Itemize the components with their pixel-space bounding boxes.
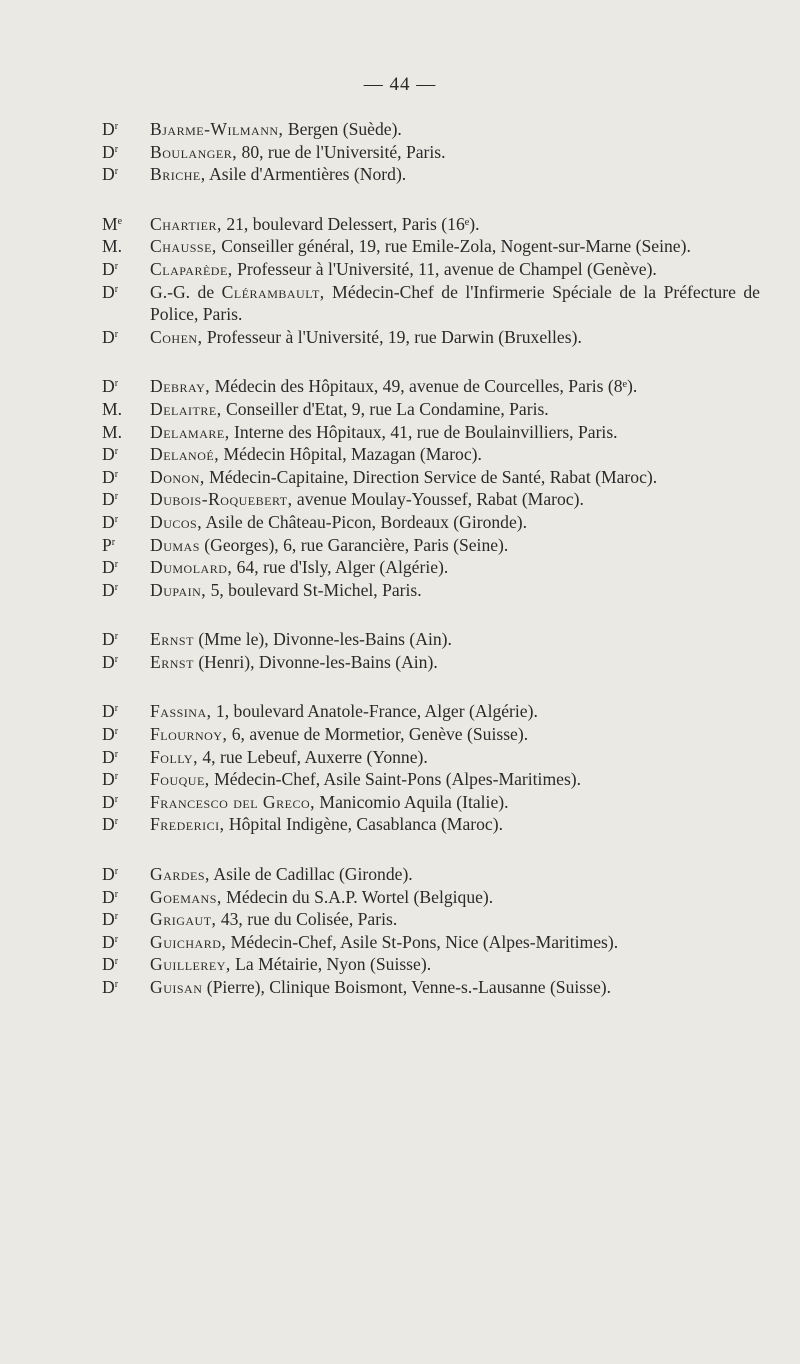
honorific-superscript: r — [114, 468, 119, 480]
list-entry — [102, 976, 760, 999]
member-name: Claparède, — [150, 258, 233, 279]
honorific — [102, 976, 148, 999]
page-number: — 44 — — [363, 74, 437, 95]
honorific-superscript: r — [114, 979, 119, 990]
member-details: Asile de Château-Picon, Bordeaux (Gironde). — [202, 511, 528, 532]
member-details: Interne des Hôpitaux, 41, rue de Boulainvilliers, Paris. — [229, 421, 618, 442]
honorific-letter: D — [102, 119, 115, 139]
honorific — [102, 768, 148, 791]
member-details: 6, avenue de Mormetior, Genève (Suisse). — [227, 724, 529, 745]
honorific-superscript: r — [114, 631, 119, 643]
honorific-letter: D — [102, 466, 115, 487]
honorific — [102, 723, 148, 746]
member-name: Francesco del Greco, — [150, 791, 316, 812]
honorific-superscript: r — [114, 559, 119, 571]
member-name: Clérambault, — [221, 281, 325, 302]
honorific-superscript: r — [114, 956, 119, 968]
honorific — [102, 398, 148, 421]
entry-group — [102, 863, 760, 999]
member-name: Ernst — [150, 629, 194, 650]
member-details: Médecin-Chef, Asile Saint-Pons (Alpes-Maritimes). — [209, 769, 582, 790]
member-name: Grigaut, — [150, 909, 217, 930]
honorific-superscript: r — [114, 703, 119, 715]
honorific — [102, 326, 148, 349]
honorific-superscript: e — [117, 215, 123, 227]
honorific — [102, 556, 148, 579]
member-details: 80, rue de l'Université, Paris. — [237, 141, 446, 162]
honorific-superscript: r — [114, 513, 119, 525]
entry-group — [102, 375, 760, 601]
honorific — [102, 534, 148, 557]
member-details: (Georges), 6, rue Garancière, Paris (Seine). — [199, 534, 509, 555]
list-entry — [102, 118, 760, 141]
member-name: Fassina, — [150, 701, 212, 722]
member-name: Cohen, — [150, 326, 203, 347]
member-details: Professeur à l'Université, 11, avenue de Champel (Genève). — [232, 258, 657, 279]
honorific-superscript: r — [114, 446, 119, 458]
list-entry — [102, 511, 760, 534]
honorific-letter: M — [102, 213, 118, 234]
member-name: Donon, — [150, 466, 205, 487]
member-list — [102, 118, 760, 999]
list-entry — [102, 443, 760, 466]
member-name: Delaitre, — [150, 398, 222, 419]
member-name: Guichard, — [150, 931, 227, 952]
honorific — [102, 791, 148, 814]
honorific — [102, 746, 148, 769]
member-details: Médecin du S.A.P. Wortel (Belgique). — [221, 886, 494, 907]
honorific — [102, 163, 148, 186]
list-entry — [102, 746, 760, 769]
member-details: Médecin Hôpital, Mazagan (Maroc). — [219, 444, 482, 465]
honorific-superscript: r — [114, 866, 119, 878]
honorific — [102, 118, 148, 141]
list-entry — [102, 398, 760, 421]
honorific-letter: D — [102, 931, 115, 952]
list-entry — [102, 466, 760, 489]
list-entry — [102, 863, 760, 886]
member-details: Bergen (Suède). — [283, 119, 402, 139]
honorific-superscript: r — [114, 491, 119, 503]
list-entry — [102, 213, 760, 236]
honorific-superscript: r — [114, 260, 119, 272]
honorific — [102, 886, 148, 909]
list-entry — [102, 700, 760, 723]
honorific — [102, 953, 148, 976]
member-name: Delanoé, — [150, 444, 220, 465]
list-entry — [102, 258, 760, 281]
member-name: Chausse, — [150, 236, 217, 257]
honorific — [102, 908, 148, 931]
honorific — [102, 375, 148, 398]
honorific-letter: D — [102, 724, 115, 745]
honorific — [102, 466, 148, 489]
list-entry — [102, 534, 760, 557]
member-name: Dumolard, — [150, 557, 233, 578]
honorific-superscript: r — [114, 793, 119, 805]
list-entry — [102, 163, 760, 186]
honorific-letter: D — [102, 557, 115, 578]
member-name: Gardes, — [150, 864, 210, 885]
member-details: Conseiller général, 19, rue Emile-Zola, Nogent-sur-Marne (Seine). — [216, 236, 691, 257]
list-entry — [102, 375, 760, 398]
member-name: Boulanger, — [150, 141, 238, 162]
honorific-letter: M. — [102, 421, 123, 442]
member-details: Professeur à l'Université, 19, rue Darwin (Bruxelles). — [202, 326, 582, 347]
honorific-letter: P — [102, 534, 112, 555]
list-entry — [102, 953, 760, 976]
honorific-letter: D — [102, 629, 115, 650]
honorific-superscript: r — [114, 581, 119, 593]
honorific-letter: D — [102, 791, 115, 812]
honorific — [102, 235, 148, 258]
honorific-letter: D — [102, 444, 115, 465]
honorific — [102, 813, 148, 836]
member-details: Asile d'Armentières (Nord). — [205, 164, 407, 185]
honorific — [102, 579, 148, 602]
honorific-letter: D — [102, 954, 115, 975]
honorific-superscript: r — [114, 771, 119, 783]
honorific — [102, 141, 148, 164]
honorific — [102, 628, 148, 651]
list-entry — [102, 886, 760, 909]
member-details: Manicomio Aquila (Italie). — [315, 791, 509, 812]
member-details: 43, rue du Colisée, Paris. — [216, 909, 398, 930]
entry-group — [102, 628, 760, 673]
member-name: Delamare, — [150, 421, 230, 442]
list-entry — [102, 281, 760, 326]
member-details: 5, boulevard St-Michel, Paris. — [206, 579, 422, 600]
honorific — [102, 651, 148, 674]
list-entry — [102, 141, 760, 164]
honorific-superscript: r — [114, 933, 119, 945]
list-entry — [102, 326, 760, 349]
entry-group — [102, 700, 760, 836]
member-name: Guillerey, — [150, 954, 231, 975]
member-details: 1, boulevard Anatole-France, Alger (Algérie). — [211, 701, 538, 722]
list-entry — [102, 723, 760, 746]
honorific-letter: D — [102, 326, 115, 347]
member-details: (Henri), Divonne-les-Bains (Ain). — [193, 651, 438, 672]
honorific — [102, 931, 148, 954]
honorific — [102, 258, 148, 281]
member-details: 21, boulevard Delessert, Paris (16ᵉ). — [221, 213, 480, 234]
honorific — [102, 421, 148, 444]
honorific-superscript: r — [114, 121, 119, 132]
honorific — [102, 281, 148, 304]
honorific-superscript: r — [114, 888, 119, 900]
list-entry — [102, 931, 760, 954]
honorific-letter: D — [102, 511, 115, 532]
honorific-letter: D — [102, 141, 115, 162]
list-entry — [102, 579, 760, 602]
honorific-letter: D — [102, 701, 115, 722]
honorific-superscript: r — [114, 748, 119, 760]
honorific-superscript: r — [114, 726, 119, 738]
honorific-letter: M. — [102, 398, 123, 419]
list-entry — [102, 556, 760, 579]
honorific-letter: D — [102, 258, 115, 279]
member-name: Dubois-Roquebert, — [150, 489, 293, 510]
honorific — [102, 511, 148, 534]
member-details: 64, rue d'Isly, Alger (Algérie). — [232, 557, 449, 578]
member-name: Flournoy, — [150, 724, 228, 745]
list-entry — [102, 488, 760, 511]
honorific-superscript: r — [114, 143, 119, 155]
honorific-letter: M. — [102, 236, 123, 257]
honorific-superscript: r — [111, 536, 116, 548]
list-entry — [102, 813, 760, 836]
member-details: 4, rue Lebeuf, Auxerre (Yonne). — [197, 746, 428, 767]
list-entry — [102, 768, 760, 791]
member-details: Asile de Cadillac (Gironde). — [209, 864, 413, 885]
member-details: Médecin-Chef, Asile St-Pons, Nice (Alpes-Maritimes). — [226, 931, 619, 952]
honorific-superscript: r — [114, 378, 119, 390]
honorific-superscript: r — [114, 911, 119, 923]
member-name: Ducos, — [150, 511, 203, 532]
honorific-letter: D — [102, 864, 115, 885]
member-name: Dupain, — [150, 579, 207, 600]
honorific-superscript: r — [114, 816, 119, 828]
honorific-superscript: r — [114, 166, 119, 178]
honorific-letter: D — [102, 579, 115, 600]
entry-group — [102, 118, 760, 186]
honorific — [102, 863, 148, 886]
member-name: Folly, — [150, 746, 198, 767]
list-entry — [102, 791, 760, 814]
member-name: Fouque, — [150, 769, 210, 790]
honorific-letter: D — [102, 281, 115, 302]
list-entry — [102, 421, 760, 444]
member-details: Médecin des Hôpitaux, 49, avenue de Courcelles, Paris (8ᵉ). — [210, 376, 638, 397]
honorific — [102, 700, 148, 723]
member-details: Hôpital Indigène, Casablanca (Maroc). — [224, 814, 503, 835]
honorific-letter: D — [102, 651, 115, 672]
honorific-superscript: r — [114, 328, 119, 340]
honorific-letter: D — [102, 376, 115, 397]
member-details: Médecin-Chef de l'Infirmerie Spéciale de la Préfecture de Police, Paris. — [150, 281, 760, 325]
member-name: Debray, — [150, 376, 211, 397]
member-details: Médecin-Capitaine, Direction Service de Santé, Rabat (Maroc). — [204, 466, 658, 487]
honorific-letter: D — [102, 909, 115, 930]
member-name: Chartier, — [150, 213, 222, 234]
member-name: Bjarme-Wilmann, — [150, 119, 284, 139]
honorific-superscript: r — [114, 283, 119, 295]
member-name: Frederici, — [150, 814, 225, 835]
list-entry — [102, 628, 760, 651]
list-entry — [102, 908, 760, 931]
honorific-letter: D — [102, 886, 115, 907]
member-details: G.-G. de — [150, 281, 222, 302]
entry-group — [102, 213, 760, 349]
honorific-letter: D — [102, 769, 115, 790]
list-entry — [102, 235, 760, 258]
honorific — [102, 443, 148, 466]
honorific-letter: D — [102, 489, 115, 510]
honorific — [102, 488, 148, 511]
honorific-letter: D — [102, 977, 115, 997]
member-name: Guisan — [150, 977, 203, 997]
member-details: Conseiller d'Etat, 9, rue La Condamine, Paris. — [221, 398, 549, 419]
member-name: Ernst — [150, 651, 194, 672]
honorific — [102, 213, 148, 236]
member-details: (Mme le), Divonne-les-Bains (Ain). — [193, 629, 452, 650]
honorific-letter: D — [102, 164, 115, 185]
honorific-letter: D — [102, 746, 115, 767]
member-details: avenue Moulay-Youssef, Rabat (Maroc). — [292, 489, 584, 510]
member-details: (Pierre), Clinique Boismont, Venne-s.-Lausanne (Suisse). — [202, 977, 612, 997]
honorific-superscript: r — [114, 653, 119, 665]
member-name: Dumas — [150, 534, 200, 555]
list-entry — [102, 651, 760, 674]
member-details: La Métairie, Nyon (Suisse). — [230, 954, 432, 975]
member-name: Goemans, — [150, 886, 222, 907]
honorific-letter: D — [102, 814, 115, 835]
member-name: Briche, — [150, 164, 206, 185]
